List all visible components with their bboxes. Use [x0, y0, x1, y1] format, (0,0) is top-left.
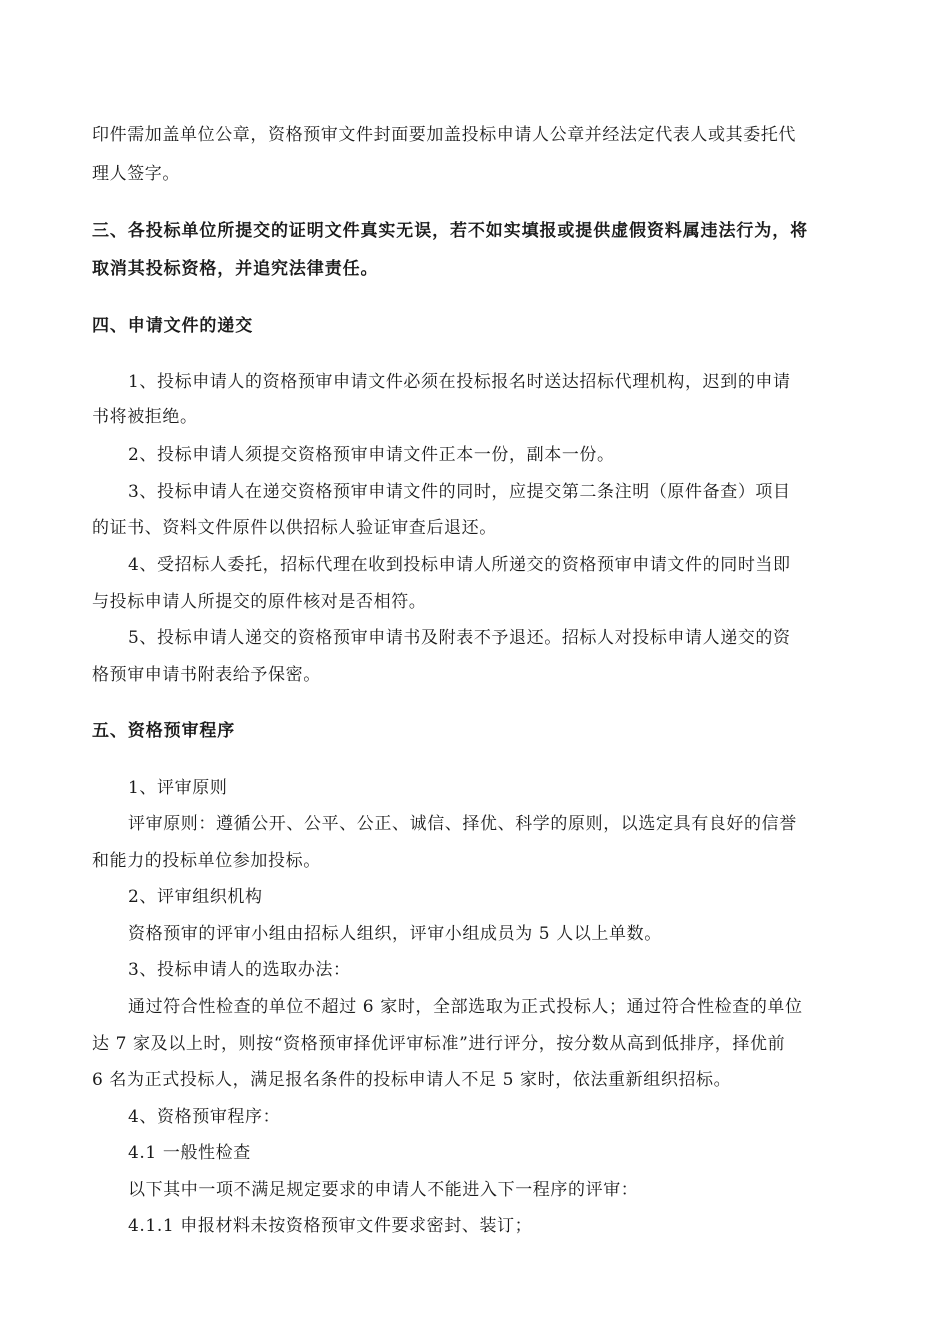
paragraph-line: 3、投标申请人在递交资格预审申请文件的同时，应提交第二条注明（原件备查）项目 [128, 482, 791, 502]
paragraph-line: 1、投标申请人的资格预审申请文件必须在投标报名时送达招标代理机构，迟到的申请 [128, 372, 791, 392]
paragraph-line: 6 名为正式投标人，满足报名条件的投标申请人不足 5 家时，依法重新组织招标。 [92, 1070, 732, 1090]
paragraph-line: 通过符合性检查的单位不超过 6 家时，全部选取为正式投标人；通过符合性检查的单位 [128, 997, 803, 1017]
paragraph-line: 4.1.1 申报材料未按资格预审文件要求密封、装订； [128, 1216, 533, 1236]
paragraph-line: 和能力的投标单位参加投标。 [92, 851, 321, 871]
paragraph-line: 与投标申请人所提交的原件核对是否相符。 [92, 592, 427, 612]
paragraph-line: 4、受招标人委托，招标代理在收到投标申请人所递交的资格预审申请文件的同时当即 [128, 555, 791, 575]
paragraph-line: 的证书、资料文件原件以供招标人验证审查后退还。 [92, 518, 497, 538]
paragraph-line: 书将被拒绝。 [92, 407, 198, 427]
paragraph-line: 5、投标申请人递交的资格预审申请书及附表不予退还。招标人对投标申请人递交的资 [128, 628, 791, 648]
paragraph-line: 1、评审原则 [128, 778, 228, 798]
paragraph-line: 以下其中一项不满足规定要求的申请人不能进入下一程序的评审： [128, 1180, 639, 1200]
section-heading-5: 五、资格预审程序 [92, 721, 236, 741]
paragraph-line: 理人签字。 [92, 164, 180, 184]
paragraph-line: 印件需加盖单位公章，资格预审文件封面要加盖投标申请人公章并经法定代表人或其委托代 [92, 125, 796, 145]
section-heading-3: 三、各投标单位所提交的证明文件真实无误，若不如实填报或提供虚假资料属违法行为，将 [92, 221, 808, 241]
paragraph-line: 4、资格预审程序： [128, 1107, 281, 1127]
section-heading-4: 四、申请文件的递交 [92, 316, 254, 336]
paragraph-line: 格预审申请书附表给予保密。 [92, 665, 321, 685]
paragraph-line: 达 7 家及以上时，则按“资格预审择优评审标准”进行评分，按分数从高到低排序，择优前 [92, 1034, 786, 1054]
paragraph-line: 2、评审组织机构 [128, 887, 263, 907]
section-heading-3-cont: 取消其投标资格，并追究法律责任。 [92, 259, 379, 279]
paragraph-line: 2、投标申请人须提交资格预审申请文件正本一份，副本一份。 [128, 445, 615, 465]
paragraph-line: 资格预审的评审小组由招标人组织，评审小组成员为 5 人以上单数。 [128, 924, 662, 944]
paragraph-line: 评审原则：遵循公开、公平、公正、诚信、择优、科学的原则，以选定具有良好的信誉 [128, 814, 797, 834]
paragraph-line: 3、投标申请人的选取办法： [128, 960, 351, 980]
paragraph-line: 4.1 一般性检查 [128, 1143, 251, 1163]
